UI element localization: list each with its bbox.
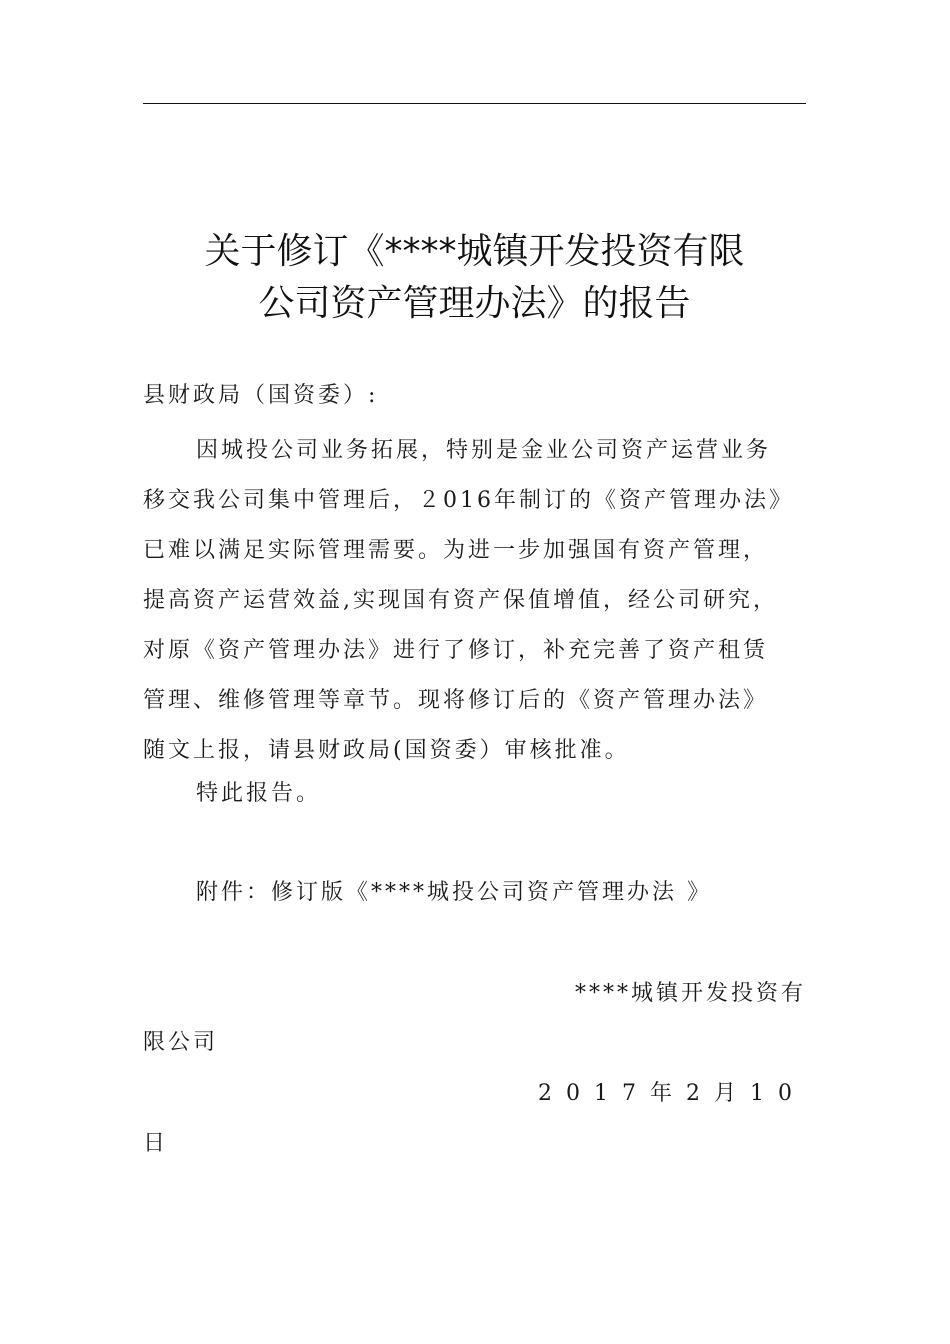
date-line-2: 日 bbox=[143, 1131, 169, 1156]
salutation: 县财政局（国资委）: bbox=[143, 383, 379, 408]
signature-org-line-1: ****城镇开发投资有 bbox=[574, 981, 806, 1006]
body-line-2: 移交我公司集中管理后，２016年制订的《资产管理办法》 bbox=[143, 488, 794, 513]
body-line-6: 管理、维修管理等章节。现将修订后的《资产管理办法》 bbox=[143, 688, 769, 713]
body-line-3: 已难以满足实际管理需要。为进一步加强国有资产管理， bbox=[143, 538, 769, 563]
document-title bbox=[143, 226, 806, 330]
body-line-1: 因城投公司业务拓展，特别是金业公司资产运营业务 bbox=[196, 438, 772, 463]
title-line-2: 公司资产管理办法》的报告 bbox=[258, 283, 691, 324]
date-line-1: 2017年2月10 bbox=[538, 1081, 806, 1106]
body-line-5: 对原《资产管理办法》进行了修订，补充完善了资产租赁 bbox=[143, 638, 769, 663]
body-paragraph bbox=[143, 426, 806, 776]
attachment-note: 附件：修订版《****城投公司资产管理办法 》 bbox=[196, 880, 712, 905]
header-rule bbox=[143, 103, 806, 104]
body-line-4: 提高资产运营效益,实现国有资产保值增值，经公司研究， bbox=[143, 588, 778, 613]
signature-org-line-2: 限公司 bbox=[143, 1030, 219, 1055]
closing-text: 特此报告。 bbox=[196, 781, 322, 806]
body-line-7: 随文上报，请县财政局(国资委）审核批准。 bbox=[143, 738, 630, 763]
title-line-1: 关于修订《****城镇开发投资有限 bbox=[204, 231, 745, 272]
